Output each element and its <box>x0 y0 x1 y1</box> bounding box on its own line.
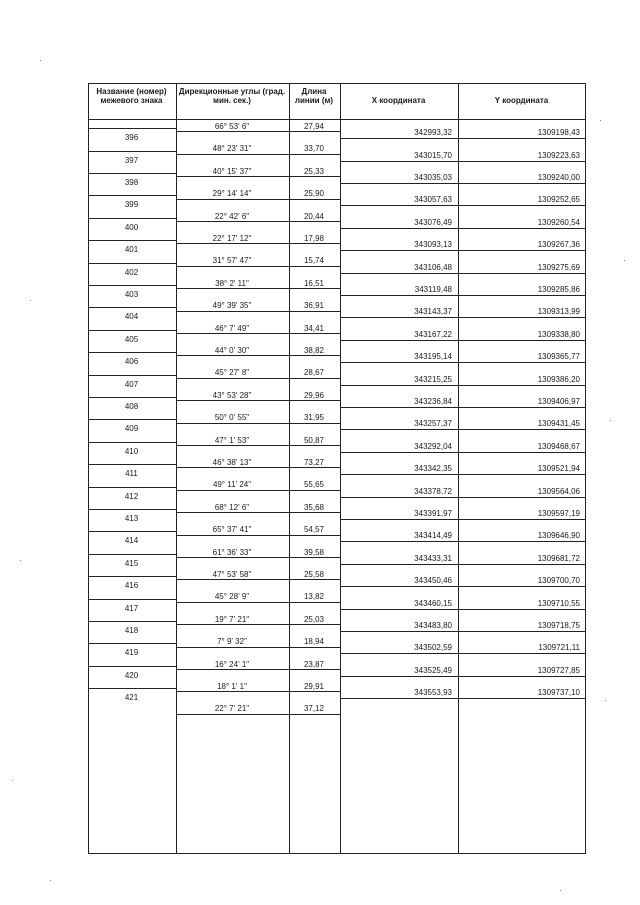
segment-length: 39,58 <box>303 548 325 557</box>
segment-angle: 50° 0' 55" <box>214 413 250 422</box>
segment-angle: 44° 0' 30" <box>214 346 250 355</box>
segment-length: 34,41 <box>303 324 325 333</box>
segment-row-border <box>176 243 340 244</box>
point-number: 404 <box>124 312 139 321</box>
segment-angle: 18° 1' 1" <box>217 682 247 691</box>
name-row-border <box>88 263 176 264</box>
segment-row-border <box>176 221 340 222</box>
segment-length: 15,74 <box>303 256 325 265</box>
segment-angle: 22° 7' 21" <box>214 704 250 713</box>
segment-row-border <box>176 266 340 267</box>
point-number: 408 <box>124 402 139 411</box>
point-number: 419 <box>124 648 139 657</box>
segment-angle: 43° 53' 28" <box>212 391 252 400</box>
segment-angle: 40° 15' 37" <box>212 167 252 176</box>
name-row-border <box>88 487 176 488</box>
segment-length: 23,87 <box>303 660 325 669</box>
scan-speck <box>560 890 561 891</box>
segment-row-border <box>176 557 340 558</box>
point-x-coordinate: 343119,48 <box>414 285 452 294</box>
point-x-coordinate: 343076,49 <box>414 218 452 227</box>
coordinate-row-border <box>340 452 586 453</box>
coordinate-row-border <box>340 407 586 408</box>
segment-length: 17,98 <box>303 234 325 243</box>
segment-angle: 68° 12' 6" <box>214 503 250 512</box>
point-y-coordinate: 1309223,63 <box>537 151 580 160</box>
segment-angle: 22° 42' 6" <box>214 212 250 221</box>
segment-row-border <box>176 714 340 715</box>
point-number: 403 <box>124 290 139 299</box>
segment-row-border <box>176 423 340 424</box>
point-number: 418 <box>124 626 139 635</box>
scan-speck <box>40 60 41 61</box>
segment-angle: 16° 24' 1" <box>214 660 250 669</box>
header-x: X координата <box>371 96 426 105</box>
point-number: 401 <box>124 245 139 254</box>
segment-length: 18,94 <box>303 637 325 646</box>
point-y-coordinate: 1309406,97 <box>537 397 580 406</box>
segment-length: 36,91 <box>303 301 325 310</box>
point-y-coordinate: 1309597,19 <box>537 509 580 518</box>
point-x-coordinate: 343460,15 <box>414 599 452 608</box>
segment-angle: 48° 23' 31" <box>212 144 252 153</box>
scan-speck <box>20 560 21 561</box>
segment-row-border <box>176 445 340 446</box>
name-row-border <box>88 330 176 331</box>
name-row-border <box>88 195 176 196</box>
segment-row-border <box>176 131 340 132</box>
coordinate-row-border <box>340 205 586 206</box>
coordinate-row-border <box>340 362 586 363</box>
point-y-coordinate: 1309267,36 <box>537 240 580 249</box>
scan-speck <box>624 260 625 261</box>
name-row-border <box>88 688 176 689</box>
segment-angle: 38° 2' 11" <box>215 279 249 288</box>
point-x-coordinate: 343015,70 <box>414 151 452 160</box>
header-angle: Дирекционные углы (град. мин. сек.) <box>178 87 286 105</box>
point-y-coordinate: 1309521,94 <box>537 464 580 473</box>
point-y-coordinate: 1309275,69 <box>537 263 580 272</box>
point-y-coordinate: 1309386,20 <box>537 375 580 384</box>
coordinate-row-border <box>340 385 586 386</box>
header-bottom-border <box>88 119 586 120</box>
point-x-coordinate: 343553,93 <box>414 688 452 697</box>
point-y-coordinate: 1309252,65 <box>537 195 580 204</box>
coordinate-row-border <box>340 497 586 498</box>
point-number: 416 <box>124 581 139 590</box>
segment-length: 25,33 <box>303 167 325 176</box>
segment-row-border <box>176 467 340 468</box>
segment-row-border <box>176 602 340 603</box>
coordinate-row-border <box>340 317 586 318</box>
name-row-border <box>88 442 176 443</box>
segment-row-border <box>176 311 340 312</box>
point-x-coordinate: 343035,03 <box>414 173 452 182</box>
segment-length: 29,91 <box>303 682 325 691</box>
segment-length: 33,70 <box>303 144 325 153</box>
segment-row-border <box>176 691 340 692</box>
table-bottom-border <box>88 853 586 854</box>
point-number: 410 <box>124 447 139 456</box>
name-row-border <box>88 173 176 174</box>
segment-length: 25,03 <box>303 615 325 624</box>
coordinate-row-border <box>340 138 586 139</box>
segment-row-border <box>176 669 340 670</box>
point-number: 409 <box>124 424 139 433</box>
name-row-border <box>88 643 176 644</box>
point-number: 397 <box>124 156 139 165</box>
scan-speck <box>610 420 611 421</box>
segment-row-border <box>176 400 340 401</box>
segment-length: 28,67 <box>303 368 325 377</box>
scan-speck <box>600 120 601 121</box>
point-number: 396 <box>124 133 139 142</box>
point-y-coordinate: 1309431,45 <box>537 419 580 428</box>
point-x-coordinate: 343391,97 <box>414 509 452 518</box>
segment-angle: 66° 53' 6" <box>214 122 250 131</box>
segment-row-border <box>176 647 340 648</box>
coordinate-row-border <box>340 228 586 229</box>
point-x-coordinate: 343257,37 <box>414 419 452 428</box>
segment-angle: 47° 53' 58" <box>212 570 252 579</box>
coordinate-row-border <box>340 273 586 274</box>
point-y-coordinate: 1309198,43 <box>537 128 580 137</box>
coordinate-row-border <box>340 586 586 587</box>
segment-angle: 29° 14' 14" <box>212 189 252 198</box>
point-y-coordinate: 1309564,06 <box>537 487 580 496</box>
point-y-coordinate: 1309681,72 <box>537 554 580 563</box>
scan-speck <box>50 880 51 881</box>
coordinate-row-border <box>340 653 586 654</box>
point-x-coordinate: 343502,59 <box>414 643 452 652</box>
point-number: 399 <box>124 200 139 209</box>
name-row-border <box>88 151 176 152</box>
segment-length: 73,27 <box>303 458 325 467</box>
segment-angle: 49° 11' 24" <box>212 480 252 489</box>
name-row-border <box>88 576 176 577</box>
coordinate-row-border <box>340 340 586 341</box>
name-row-border <box>88 599 176 600</box>
point-x-coordinate: 343236,84 <box>414 397 452 406</box>
coordinate-row-border <box>340 631 586 632</box>
point-x-coordinate: 343433,31 <box>414 554 452 563</box>
point-number: 398 <box>124 178 139 187</box>
segment-angle: 7° 9' 32" <box>217 637 247 646</box>
segment-angle: 45° 27' 8" <box>214 368 250 377</box>
segment-angle: 65° 37' 41" <box>212 525 252 534</box>
point-number: 413 <box>124 514 139 523</box>
name-row-border <box>88 419 176 420</box>
segment-angle: 19° 7' 21" <box>214 615 250 624</box>
point-y-coordinate: 1309240,00 <box>537 173 580 182</box>
point-y-coordinate: 1309721,11 <box>538 643 580 652</box>
name-row-border <box>88 621 176 622</box>
coordinate-row-border <box>340 429 586 430</box>
segment-length: 20,44 <box>303 212 325 221</box>
segment-row-border <box>176 624 340 625</box>
segment-row-border <box>176 512 340 513</box>
point-y-coordinate: 1309710,55 <box>537 599 580 608</box>
coordinate-row-border <box>340 250 586 251</box>
point-x-coordinate: 343057,63 <box>414 195 452 204</box>
scan-speck <box>605 700 606 701</box>
point-number: 405 <box>124 335 139 344</box>
point-y-coordinate: 1309365,77 <box>537 352 580 361</box>
coordinate-row-border <box>340 676 586 677</box>
point-number: 420 <box>124 671 139 680</box>
point-number: 400 <box>124 223 139 232</box>
point-number: 407 <box>124 380 139 389</box>
segment-row-border <box>176 333 340 334</box>
point-number: 406 <box>124 357 139 366</box>
segment-length: 54,57 <box>303 525 325 534</box>
segment-angle: 47° 1' 53" <box>214 436 250 445</box>
name-row-border <box>88 285 176 286</box>
segment-row-border <box>176 490 340 491</box>
point-y-coordinate: 1309285,86 <box>537 285 580 294</box>
segment-length: 38,82 <box>303 346 325 355</box>
point-number: 417 <box>124 604 139 613</box>
segment-length: 55,65 <box>303 480 325 489</box>
segment-row-border <box>176 535 340 536</box>
name-row-border <box>88 531 176 532</box>
point-y-coordinate: 1309468,67 <box>537 442 580 451</box>
segment-length: 25,90 <box>303 189 325 198</box>
segment-length: 31,95 <box>303 413 325 422</box>
segment-length: 16,51 <box>303 279 325 288</box>
header-name: Название (номер) межевого знака <box>96 87 167 105</box>
coordinate-row-border <box>340 564 586 565</box>
point-y-coordinate: 1309260,54 <box>537 218 580 227</box>
name-row-border <box>88 554 176 555</box>
segment-length: 27,94 <box>303 122 325 131</box>
point-x-coordinate: 343106,48 <box>414 263 452 272</box>
point-y-coordinate: 1309737,10 <box>537 688 580 697</box>
coordinate-row-border <box>340 698 586 699</box>
segment-row-border <box>176 579 340 580</box>
point-x-coordinate: 343093,13 <box>414 240 452 249</box>
point-x-coordinate: 343525,49 <box>414 666 452 675</box>
point-number: 414 <box>124 536 139 545</box>
point-y-coordinate: 1309718,75 <box>537 621 580 630</box>
point-number: 411 <box>125 469 138 478</box>
name-row-border <box>88 307 176 308</box>
name-row-border <box>88 666 176 667</box>
point-number: 421 <box>124 693 139 702</box>
name-row-border <box>88 397 176 398</box>
segment-length: 29,96 <box>303 391 325 400</box>
scan-speck <box>12 780 13 781</box>
point-x-coordinate: 343292,04 <box>414 442 452 451</box>
segment-row-border <box>176 288 340 289</box>
coordinate-row-border <box>340 541 586 542</box>
segment-row-border <box>176 355 340 356</box>
coordinate-row-border <box>340 183 586 184</box>
point-number: 412 <box>124 492 139 501</box>
name-row-border <box>88 218 176 219</box>
coordinate-row-border <box>340 474 586 475</box>
point-number: 415 <box>124 559 139 568</box>
point-x-coordinate: 343483,80 <box>414 621 452 630</box>
segment-row-border <box>176 199 340 200</box>
point-x-coordinate: 343167,22 <box>414 330 452 339</box>
segment-length: 25,58 <box>303 570 325 579</box>
segment-length: 35,68 <box>303 503 325 512</box>
name-row-border <box>88 509 176 510</box>
point-y-coordinate: 1309313,99 <box>537 307 580 316</box>
segment-length: 37,12 <box>303 704 325 713</box>
segment-row-border <box>176 378 340 379</box>
coordinate-row-border <box>340 161 586 162</box>
coordinate-row-border <box>340 609 586 610</box>
segment-length: 13,82 <box>303 592 325 601</box>
segment-angle: 61° 36' 33" <box>212 548 252 557</box>
segment-angle: 46° 7' 49" <box>214 324 250 333</box>
coordinate-row-border <box>340 295 586 296</box>
point-y-coordinate: 1309727,85 <box>537 666 580 675</box>
table-column-border <box>88 83 89 853</box>
point-number: 402 <box>124 268 139 277</box>
point-y-coordinate: 1309646,90 <box>537 531 580 540</box>
point-x-coordinate: 343378,72 <box>414 487 452 496</box>
header-y: Y координата <box>494 96 549 105</box>
name-row-border <box>88 464 176 465</box>
name-row-border <box>88 240 176 241</box>
table-top-border <box>88 83 586 84</box>
segment-length: 50,87 <box>303 436 325 445</box>
segment-angle: 49° 39' 35" <box>212 301 252 310</box>
segment-angle: 46° 38' 13" <box>212 458 252 467</box>
point-x-coordinate: 343143,37 <box>414 307 452 316</box>
segment-angle: 22° 17' 12" <box>212 234 252 243</box>
coordinate-row-border <box>340 519 586 520</box>
segment-angle: 45° 28' 9" <box>214 592 250 601</box>
scan-speck <box>30 300 31 301</box>
point-x-coordinate: 343414,49 <box>414 531 452 540</box>
point-x-coordinate: 343215,25 <box>414 375 452 384</box>
name-row-border <box>88 352 176 353</box>
name-row-border <box>88 128 176 129</box>
point-y-coordinate: 1309700,70 <box>537 576 580 585</box>
point-y-coordinate: 1309338,80 <box>537 330 580 339</box>
point-x-coordinate: 343195,14 <box>414 352 452 361</box>
header-length: Длина линии (м) <box>294 87 334 105</box>
point-x-coordinate: 343342,35 <box>414 464 452 473</box>
table-column-border <box>585 83 586 853</box>
segment-row-border <box>176 154 340 155</box>
point-x-coordinate: 342993,32 <box>414 128 452 137</box>
segment-row-border <box>176 176 340 177</box>
segment-angle: 31° 57' 47" <box>212 256 252 265</box>
point-x-coordinate: 343450,46 <box>414 576 452 585</box>
name-row-border <box>88 375 176 376</box>
